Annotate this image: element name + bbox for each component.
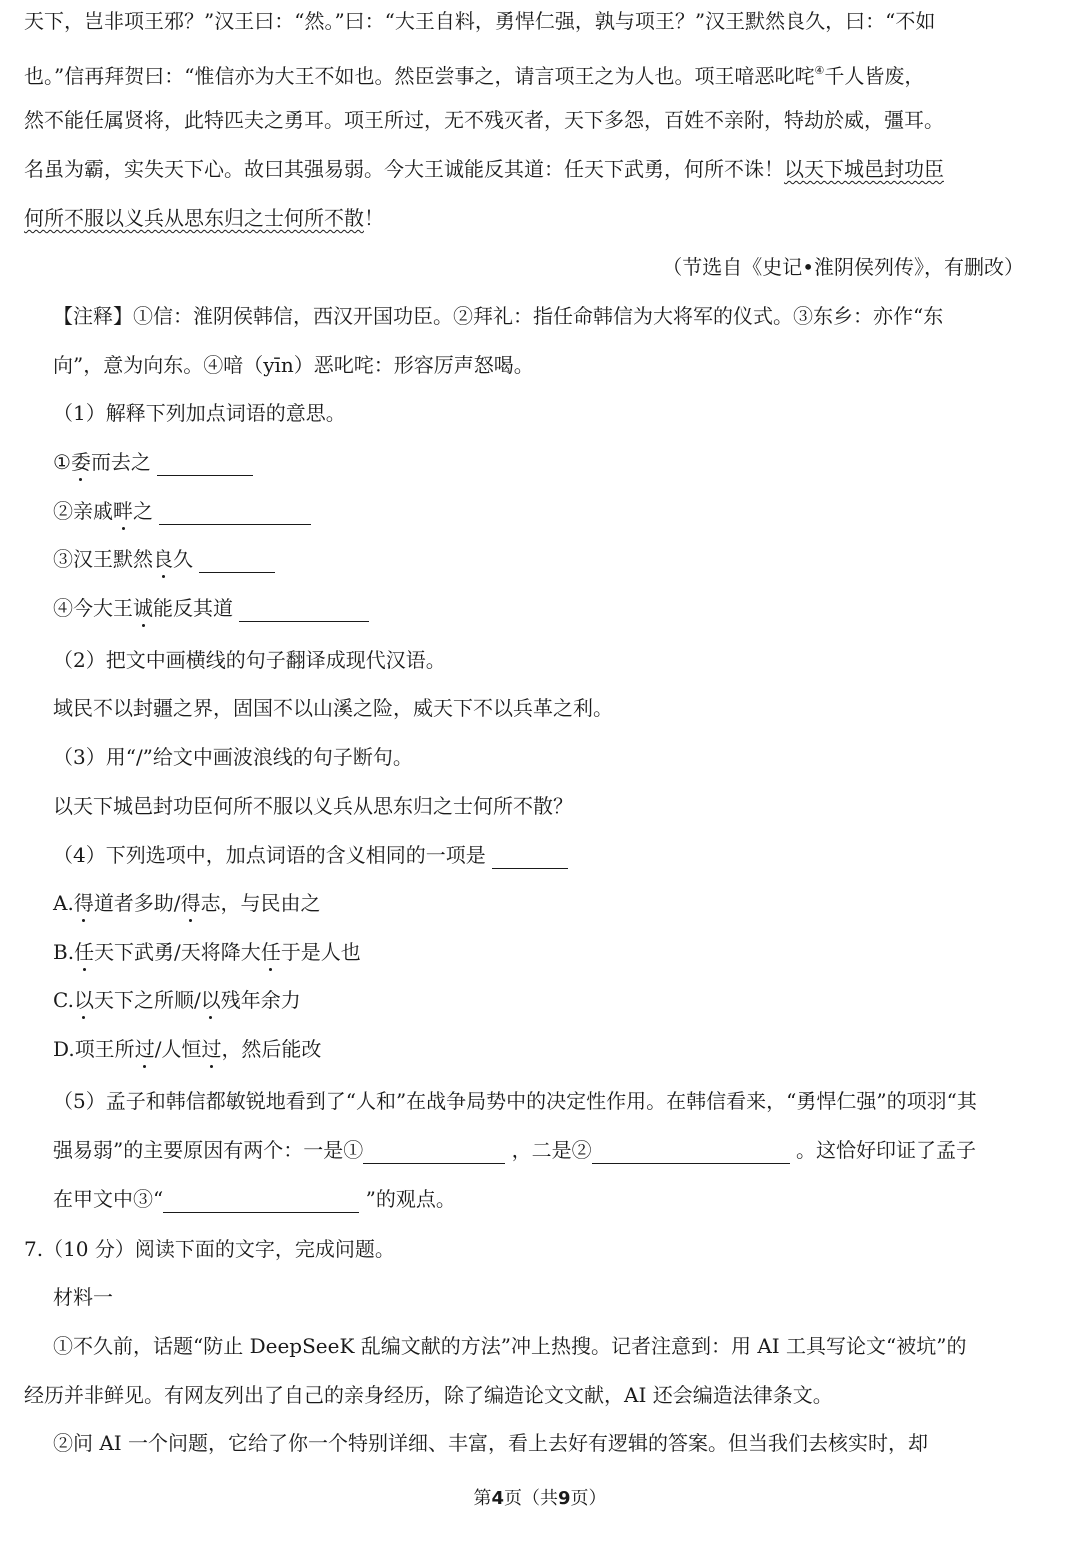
q5-line-2-a: 强易弱”的主要原因有两个：一是① — [53, 1138, 364, 1162]
footer-post: 页） — [570, 1488, 607, 1509]
option-b-dot-2: 任 — [260, 940, 281, 964]
q5-line-1: （5）孟子和韩信都敏锐地看到了“人和”在战争局势中的决定性作用。在韩信看来，“勇悍仁强”的项羽“其 — [53, 1089, 977, 1113]
q1-item-1-answer-blank[interactable] — [157, 455, 253, 476]
passage-line-2-end: 千人皆废， — [824, 64, 925, 88]
option-c-dot-2: 以 — [200, 988, 221, 1012]
option-a-text-1: 道者多助/ — [93, 891, 181, 915]
q1-item-2-pre: ②亲戚 — [53, 499, 113, 523]
material-p1-line-1: ①不久前，话题“防止 DeepSeeK 乱编文献的方法”冲上热搜。记者注意到：用 AI 工具写论文“被坑”的 — [53, 1334, 967, 1358]
option-c-text-1: 天下之所顺/ — [93, 988, 201, 1012]
option-d-dot-1: 过 — [134, 1037, 155, 1061]
material-p1-line-2: 经历并非鲜见。有网友列出了自己的亲身经历，除了编造论文文献，AI 还会编造法律条文。 — [24, 1383, 833, 1407]
passage-line-4-text: 名虽为霸，实失天下心。故曰其强易弱。今大王诚能反其道：任天下武勇，何所不诛！ — [24, 157, 784, 181]
passage-line-4 — [24, 155, 944, 183]
q5-line-3-a: 在甲文中③“ — [53, 1187, 164, 1211]
option-d-dot-2: 过 — [201, 1037, 222, 1061]
q5-line-2-c: 。这恰好印证了孟子 — [795, 1138, 976, 1162]
option-b-text-1: 天下武勇/天将降大 — [94, 940, 261, 964]
note-mark-4: ④ — [814, 64, 825, 77]
q5-blank-1[interactable] — [363, 1143, 505, 1164]
q2-sentence: 域民不以封疆之界，固国不以山溪之险，威天下不以兵革之利。 — [53, 696, 613, 720]
q1-item-3-dotted-word: 良 — [153, 547, 173, 571]
q5-line-3 — [53, 1185, 456, 1213]
option-b-dot-1: 任 — [74, 940, 95, 964]
q1-item-2-answer-blank[interactable] — [159, 504, 311, 525]
q1-item-1-pre: ① — [53, 450, 71, 474]
q2-prompt: （2）把文中画横线的句子翻译成现代汉语。 — [53, 648, 446, 672]
q1-item-3-answer-blank[interactable] — [199, 552, 275, 573]
footer-total-pages: 9 — [558, 1488, 571, 1509]
q7-header: 7.（10 分）阅读下面的文字，完成问题。 — [24, 1237, 395, 1261]
q4-option-a[interactable] — [53, 889, 321, 917]
option-a-label: A. — [53, 891, 74, 915]
passage-line-2 — [24, 57, 924, 90]
option-c-text-2: 残年余力 — [220, 988, 301, 1012]
q3-prompt: （3）用“/”给文中画波浪线的句子断句。 — [53, 745, 413, 769]
option-a-dot-1: 得 — [73, 891, 94, 915]
q5-blank-2[interactable] — [592, 1143, 790, 1164]
option-b-text-2: 于是人也 — [280, 940, 361, 964]
q1-item-3-pre: ③汉王默然 — [53, 547, 153, 571]
option-d-text-1: 项王所 — [74, 1037, 135, 1061]
q3-sentence: 以天下城邑封功臣何所不服以义兵从思东归之士何所不散？ — [53, 794, 573, 818]
q4-option-b[interactable] — [53, 938, 361, 966]
q1-item-1-post: 而去之 — [90, 450, 151, 474]
option-a-dot-2: 得 — [180, 891, 201, 915]
q4-answer-blank[interactable] — [492, 848, 568, 869]
option-b-label: B. — [53, 940, 75, 964]
wavy-sentence-part-1: 以天下城邑封功臣 — [784, 157, 944, 181]
footer-pre: 第 — [473, 1488, 492, 1509]
q1-item-3 — [53, 545, 275, 573]
option-a-text-2: 志，与民由之 — [200, 891, 321, 915]
passage-line-3: 然不能任属贤将，此特匹夫之勇耳。项王所过，无不残灭者，天下多怨，百姓不亲附，特劫於威，彊耳。 — [24, 108, 944, 132]
q4-prompt-text: （4）下列选项中，加点词语的含义相同的一项是 — [53, 843, 486, 867]
option-d-label: D. — [53, 1037, 75, 1061]
footer-mid: 页（共 — [504, 1488, 558, 1509]
page-footer — [0, 1484, 1080, 1510]
notes-line-1: 【注释】①信：淮阴侯韩信，西汉开国功臣。②拜礼：指任命韩信为大将军的仪式。③东乡：亦作“东 — [53, 304, 944, 328]
q1-item-4-answer-blank[interactable] — [239, 601, 369, 622]
q1-item-4-post: 能反其道 — [153, 596, 233, 620]
q5-line-2 — [53, 1136, 976, 1164]
wavy-sentence-part-2: 何所不服以义兵从思东归之士何所不散 — [24, 206, 364, 230]
q1-item-3-post: 久 — [173, 547, 193, 571]
q1-item-4-dotted-word: 诚 — [133, 596, 153, 620]
passage-line-2-text: 也。”信再拜贺曰：“惟信亦为大王不如也。然臣尝事之，请言项王之为人也。项王喑恶叱咤 — [24, 64, 815, 88]
q1-item-2 — [53, 497, 311, 525]
q5-line-2-b: ，二是② — [511, 1138, 592, 1162]
passage-line-5-end: ！ — [364, 206, 384, 230]
q4-option-c[interactable] — [53, 986, 301, 1014]
q1-item-1-dotted-word: 委 — [70, 450, 91, 474]
passage-line-1: 天下，岂非项王邪？”汉王曰：“然。”曰：“大王自料，勇悍仁强，孰与项王？”汉王默然良久，曰：“不如 — [24, 9, 936, 33]
material-p2-line-1: ②问 AI 一个问题，它给了你一个特别详细、丰富，看上去好有逻辑的答案。但当我们去核实时，却 — [53, 1431, 929, 1455]
option-d-text-2: /人恒 — [154, 1037, 202, 1061]
q1-item-2-post: 之 — [133, 499, 153, 523]
q1-item-1 — [53, 448, 253, 476]
q4-option-d[interactable] — [53, 1035, 321, 1063]
material-1-heading: 材料一 — [53, 1285, 113, 1309]
passage-line-5 — [24, 204, 384, 232]
q5-line-3-b: ”的观点。 — [365, 1187, 456, 1211]
option-c-dot-1: 以 — [73, 988, 94, 1012]
q4-prompt — [53, 841, 568, 869]
q1-item-4 — [53, 594, 369, 622]
q5-blank-3[interactable] — [163, 1192, 359, 1213]
source-citation: （节选自《史记•淮阴侯列传》，有删改） — [662, 255, 1024, 279]
q1-item-2-dotted-word: 畔 — [113, 499, 133, 523]
q1-item-4-pre: ④今大王 — [53, 596, 133, 620]
q1-prompt: （1）解释下列加点词语的意思。 — [53, 401, 346, 425]
option-d-text-3: ，然后能改 — [221, 1037, 322, 1061]
footer-page-number: 4 — [491, 1488, 504, 1509]
notes-line-2: 向”，意为向东。④喑（yīn）恶叱咤：形容厉声怒喝。 — [53, 353, 534, 377]
option-c-label: C. — [53, 988, 74, 1012]
